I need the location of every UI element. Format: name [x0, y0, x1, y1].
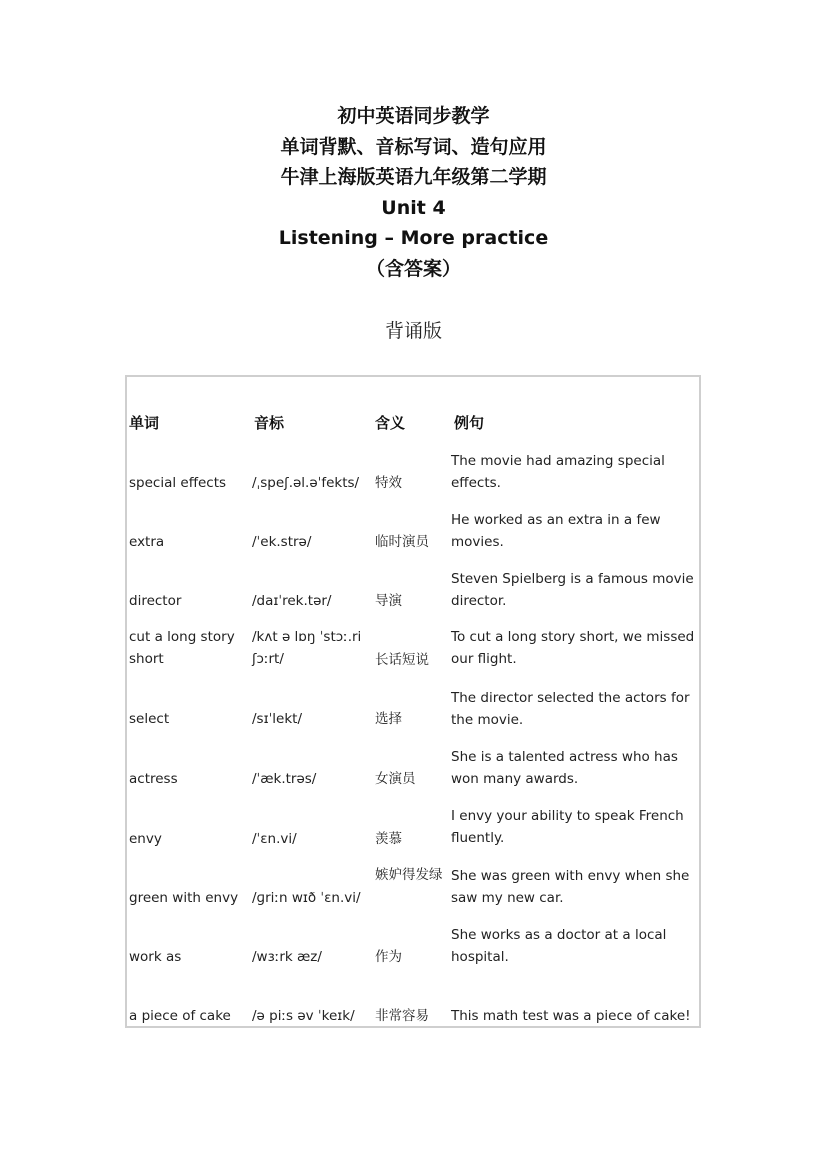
table-row	[127, 746, 699, 805]
table-row	[127, 627, 699, 686]
ipa-cell: /wɜːrk æz/	[252, 949, 322, 965]
table-row	[127, 924, 699, 983]
word-cell: director	[129, 593, 182, 609]
table-row	[127, 447, 699, 506]
example-cell: The director selected the actors for the movie.	[451, 690, 690, 728]
ipa-cell: /ˌspeʃ.əl.əˈfekts/	[252, 475, 360, 491]
example-cell: To cut a long story short, we missed our flight.	[451, 629, 695, 667]
word-cell: envy	[129, 831, 162, 847]
meaning-cell: 羡慕	[375, 831, 402, 847]
table-row	[127, 983, 699, 1042]
word-cell: select	[129, 711, 170, 727]
header-ipa: 音标	[254, 414, 285, 432]
ipa-cell: /sɪˈlekt/	[252, 711, 303, 727]
word-cell: cut a long story short	[129, 629, 235, 667]
ipa-cell: /ə piːs əv ˈkeɪk/	[252, 1008, 355, 1024]
ipa-cell: /ˈæk.trəs/	[252, 771, 317, 787]
ipa-cell: /daɪˈrek.tər/	[252, 593, 332, 609]
word-cell: special effects	[129, 475, 227, 491]
header-word: 单词	[129, 414, 160, 432]
meaning-cell: 作为	[375, 949, 402, 965]
version-subtitle: 背诵版	[384, 320, 442, 342]
title-line-topic: 单词背默、音标写词、造句应用	[280, 135, 547, 158]
ipa-cell: /ɡriːn wɪð ˈɛn.vi/	[252, 890, 361, 906]
header-meaning: 含义	[375, 414, 406, 432]
title-line-unit: Unit 4	[381, 196, 446, 219]
meaning-cell: 选择	[375, 711, 402, 727]
meaning-cell: 导演	[375, 593, 402, 609]
word-cell: a piece of cake	[129, 1008, 231, 1024]
title-line-textbook: 牛津上海版英语九年级第二学期	[280, 166, 547, 189]
header-example: 例句	[454, 414, 485, 432]
word-cell: extra	[129, 534, 165, 550]
title-line-section: Listening – More practice	[278, 227, 549, 250]
title-line-course: 初中英语同步教学	[337, 105, 490, 127]
example-cell: She works as a doctor at a local hospital.	[451, 927, 667, 965]
meaning-cell: 女演员	[375, 771, 416, 787]
ipa-cell: /kʌt ə lɒŋ ˈstɔː.ri ʃɔːrt/	[252, 629, 362, 667]
word-cell: work as	[129, 949, 182, 965]
example-cell: She was green with envy when she saw my new car.	[451, 868, 690, 906]
table-row	[127, 507, 699, 566]
example-cell: Steven Spielberg is a famous movie director.	[451, 571, 694, 609]
example-cell: I envy your ability to speak French fluently.	[451, 808, 684, 846]
vocabulary-table	[125, 375, 701, 1028]
word-cell: green with envy	[129, 890, 239, 906]
table-row	[127, 805, 699, 864]
table-row	[127, 686, 699, 745]
table-row	[127, 566, 699, 625]
ipa-cell: /ˈek.strə/	[252, 534, 312, 550]
meaning-cell: 临时演员	[375, 534, 429, 550]
title-line-answers: （含答案）	[365, 257, 461, 280]
example-cell: This math test was a piece of cake!	[451, 1008, 691, 1024]
ipa-cell: /ˈɛn.vi/	[252, 831, 297, 847]
meaning-cell: 特效	[375, 475, 402, 491]
example-cell: He worked as an extra in a few movies.	[451, 512, 661, 550]
example-cell: She is a talented actress who has won many awards.	[451, 749, 678, 787]
word-cell: actress	[129, 771, 178, 787]
meaning-cell: 嫉妒得发绿	[375, 867, 443, 883]
meaning-cell: 长话短说	[375, 652, 429, 668]
example-cell: The movie had amazing special effects.	[451, 453, 665, 491]
table-row	[127, 864, 699, 923]
meaning-cell: 非常容易	[375, 1008, 429, 1024]
document-title-block	[0, 101, 827, 285]
